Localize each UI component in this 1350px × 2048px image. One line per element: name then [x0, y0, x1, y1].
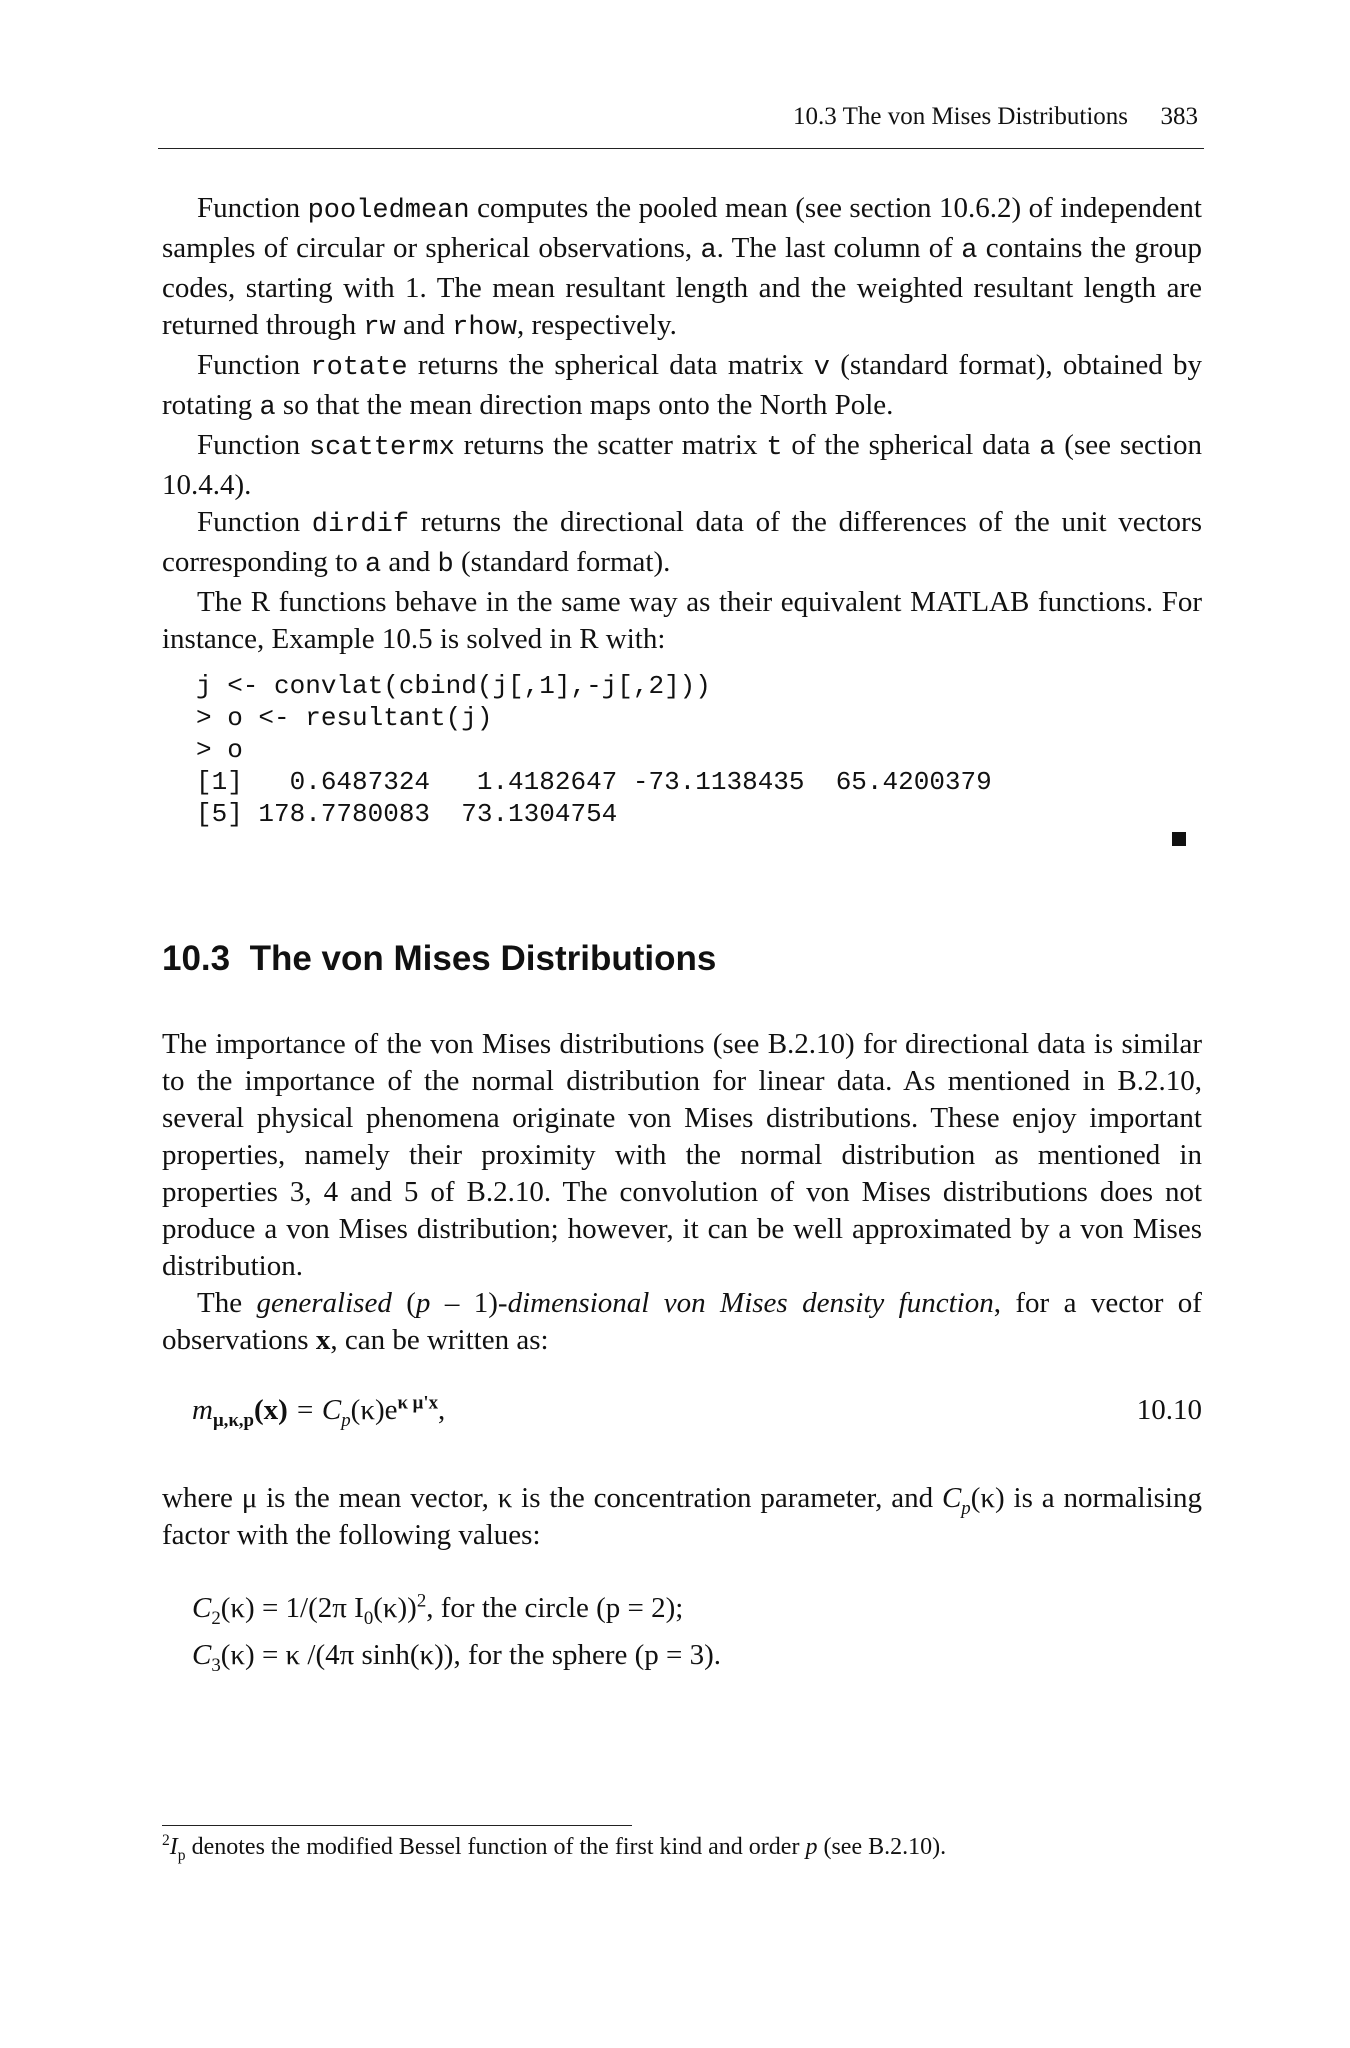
paragraph: where μ is the mean vector, κ is the concentration parameter, and $C_p(\kappa)$ is a normalising factor with the following values:: [162, 1482, 1202, 1551]
code-line: > o <- resultant(j): [196, 703, 493, 733]
running-title: 10.3 The von Mises Distributions: [793, 103, 1128, 130]
paragraph: The generalised (p – 1)-dimensional von Mises density function, for a vector of observations x, can be written as:: [162, 1287, 1202, 1356]
paragraph: Function dirdif returns the directional data of the differences of the unit vectors corresponding to a and b (standard format).: [162, 506, 1202, 580]
header-rule: [158, 148, 1204, 149]
formula-c3: $C_3(\kappa) = \kappa$ /(4π sinh(κ)), for the sphere (p = 3).: [192, 1639, 722, 1676]
code-line: [5] 178.7780083 73.1304754: [196, 799, 618, 829]
footnote-ref[interactable]: 2: [416, 1590, 427, 1612]
paragraph: Function pooledmean computes the pooled mean (see section 10.6.2) of independent samples of circular or spherical observations, a. The last column of a contains the group codes, starting with 1. The mean resultant length and the weighted resultant length are returned through rw and rhow, respectively.: [162, 192, 1202, 343]
formula-c2: $C_2(\kappa) = 1/(2\pi$ $I_0(\kappa))^2$, for the circle (p = 2);: [192, 1590, 684, 1629]
page-number: 383: [1160, 103, 1198, 130]
code-block: [196, 670, 1236, 830]
code-line: j <- convlat(cbind(j[,1],-j[,2])): [196, 671, 711, 701]
equation-10-10: $m_{\mu,\kappa,p}(x) = C_p(\kappa)e^{\kappa \mu'x}$, 10.10: [192, 1392, 1202, 1431]
running-header: [158, 98, 1198, 138]
code-line: [1] 0.6487324 1.4182647 -73.1138435 65.4200379: [196, 767, 992, 797]
paragraph: The R functions behave in the same way as their equivalent MATLAB functions. For instance, Example 10.5 is solved in R with:: [162, 586, 1202, 655]
equation-number: 10.10: [1136, 1394, 1202, 1426]
section-heading: 10.3 The von Mises Distributions: [162, 939, 717, 978]
end-of-example-square-icon: [1172, 832, 1186, 846]
paragraph: Function rotate returns the spherical data matrix v (standard format), obtained by rotating a so that the mean direction maps onto the North Pole.: [162, 349, 1202, 423]
footnote-rule: [162, 1825, 632, 1826]
section-body: [162, 1026, 1202, 1359]
code-line: > o: [196, 735, 243, 765]
footnote: $^2I_p$ denotes the modified Bessel function of the first kind and order p (see B.2.10).: [162, 1832, 947, 1864]
paragraph: Function scattermx returns the scatter matrix t of the spherical data a (see section 10.4.4).: [162, 429, 1202, 501]
paragraph: The importance of the von Mises distributions (see B.2.10) for directional data is similar to the importance of the normal distribution for linear data. As mentioned in B.2.10, several physical phenomena originate von Mises distributions. These enjoy important properties, namely their proximity with the normal distribution as mentioned in properties 3, 4 and 5 of B.2.10. The convolution of von Mises distributions does not produce a von Mises distribution; however, it can be well approximated by a von Mises distribution.: [162, 1028, 1202, 1282]
function-descriptions: [162, 190, 1202, 658]
